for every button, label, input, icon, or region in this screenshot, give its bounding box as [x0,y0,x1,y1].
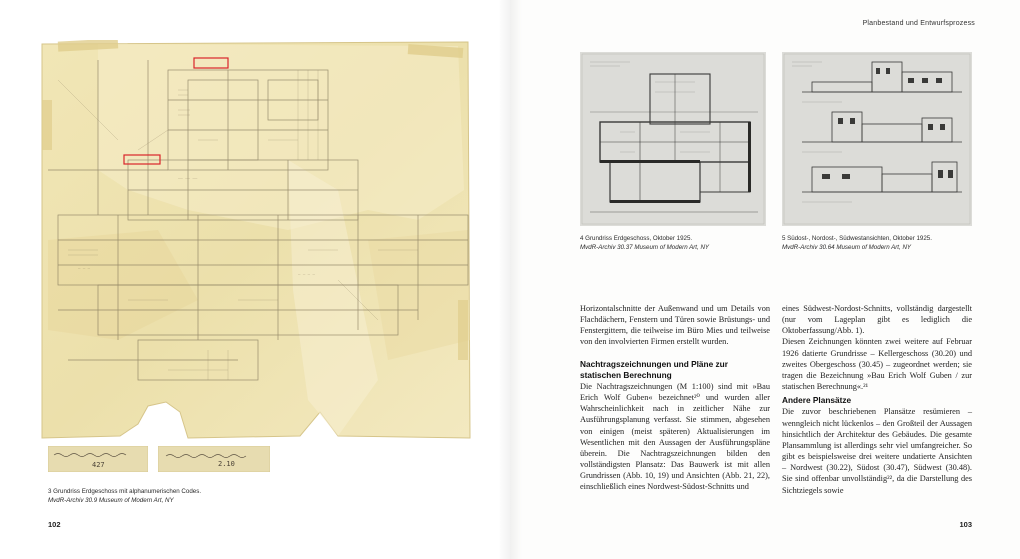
svg-text:— — — —: — — — — [298,272,315,277]
figure-3-title: 3 Grundriss Erdgeschoss mit alphanumerischen Codes. [48,488,202,495]
code-detail-strip-2 [158,446,270,472]
figure-3-tracing-plan [38,40,472,440]
figure-4-source: MvdR-Archiv 30.37 Museum of Modern Art, NY [580,243,710,251]
svg-text:—— —— ——: —— —— —— [178,176,198,181]
heading-andere-plansaetze: Andere Plansätze [782,395,852,406]
text-column-1 [580,303,770,493]
figure-5-title: 5 Südost-, Nordost-, Südwestansichten, Oktober 1925. [782,235,932,242]
code-detail-strip-1 [48,446,148,472]
page-number-left: 102 [48,520,61,529]
paragraph-nachtrag: Die Nachtragszeichnungen (M 1:100) sind mit »Bau Erich Wolf Guben« bezeichnet²⁰ und wurden aller Wahrscheinlichkeit nach in zeitlicher Nähe zur Ausführungsplanung verfasst. Sie stimmen, abgesehen von einigen (meist späteren) Aktualisierungen im Wesentlichen mit den Aussagen der Ausführungspläne überein. Die Nachtragszeichnungen bilden den vollständigsten Plansatz: Das Bauwerk ist mit allen Grundrissen (Abb. 10, 19) und Ansichten (Abb. 21, 22), einschließlich eines Nordwest-Südost-Schnitts und [580,381,770,492]
paragraph-andere: Die zuvor beschriebenen Plansätze resümieren – wenngleich nicht lückenlos – den Großteil der Aussagen hinsichtlich der Architektur des Gebäudes. Die gesamte Plansammlung ist allerdings sehr viel umfangreicher. So gibt es beispielsweise drei weitere undatierte Ansichten – Nordwest (30.22), Südost (30.47), Südwest (30.48). Sie sind offenbar unvollständig²², da die Darstellung des Sichtziegels sowie [782,407,972,495]
tracing-paper-plan-image [38,40,472,440]
figure-4-title: 4 Grundriss Erdgeschoss, Oktober 1925. [580,235,693,242]
paragraph-grundrisse: Diesen Zeichnungen könnten zwei weitere auf Februar 1926 datierte Grundrisse – Kellergeschoss (30.20) und zweites Obergeschoss (30.45) – zugeordnet werden; sie tragen die Bezeichnung »Bau Erich Wolf Guben / zur statischen Berechnung«.²¹ [782,337,972,392]
figure-5-elevations [782,52,972,226]
elevations-blueprint-image [782,52,972,226]
figure-4-floorplan [580,52,766,226]
svg-text:— — —: — — — [78,266,91,271]
figure-5-caption [782,235,972,252]
figure-5-source: MvdR-Archiv 30.64 Museum of Modern Art, NY [782,243,912,251]
paragraph-intro: Horizontalschnitte der Außenwand und um Details von Flachdächern, Fenstern und Türen sowie Brüstungs- und Fenstergittern, die teilweise im Büro Mies und teilweise von den involvierten Firmen erstellt wurden. [580,304,770,347]
heading-nachtragszeichnungen: Nachtragszeichnungen und Pläne zur statischen Berechnung [580,358,728,380]
floorplan-blueprint-image [580,52,766,226]
paragraph-continuation: eines Südwest-Nordost-Schnitts, vollständig dargestellt (nur vom Lageplan gibt es lediglich die Oktoberfassung/Abb. 1). [782,304,972,336]
strip-label-1: 427 [92,461,105,469]
figure-3-caption [48,488,288,505]
text-column-2 [782,303,972,496]
running-title: Planbestand und Entwurfsprozess [862,20,975,27]
figure-4-caption [580,235,770,252]
figure-3-source: MvdR-Archiv 30.9 Museum of Modern Art, NY [48,496,174,504]
page-number-right: 103 [959,520,972,529]
strip-label-2: 2.10 [218,460,235,468]
